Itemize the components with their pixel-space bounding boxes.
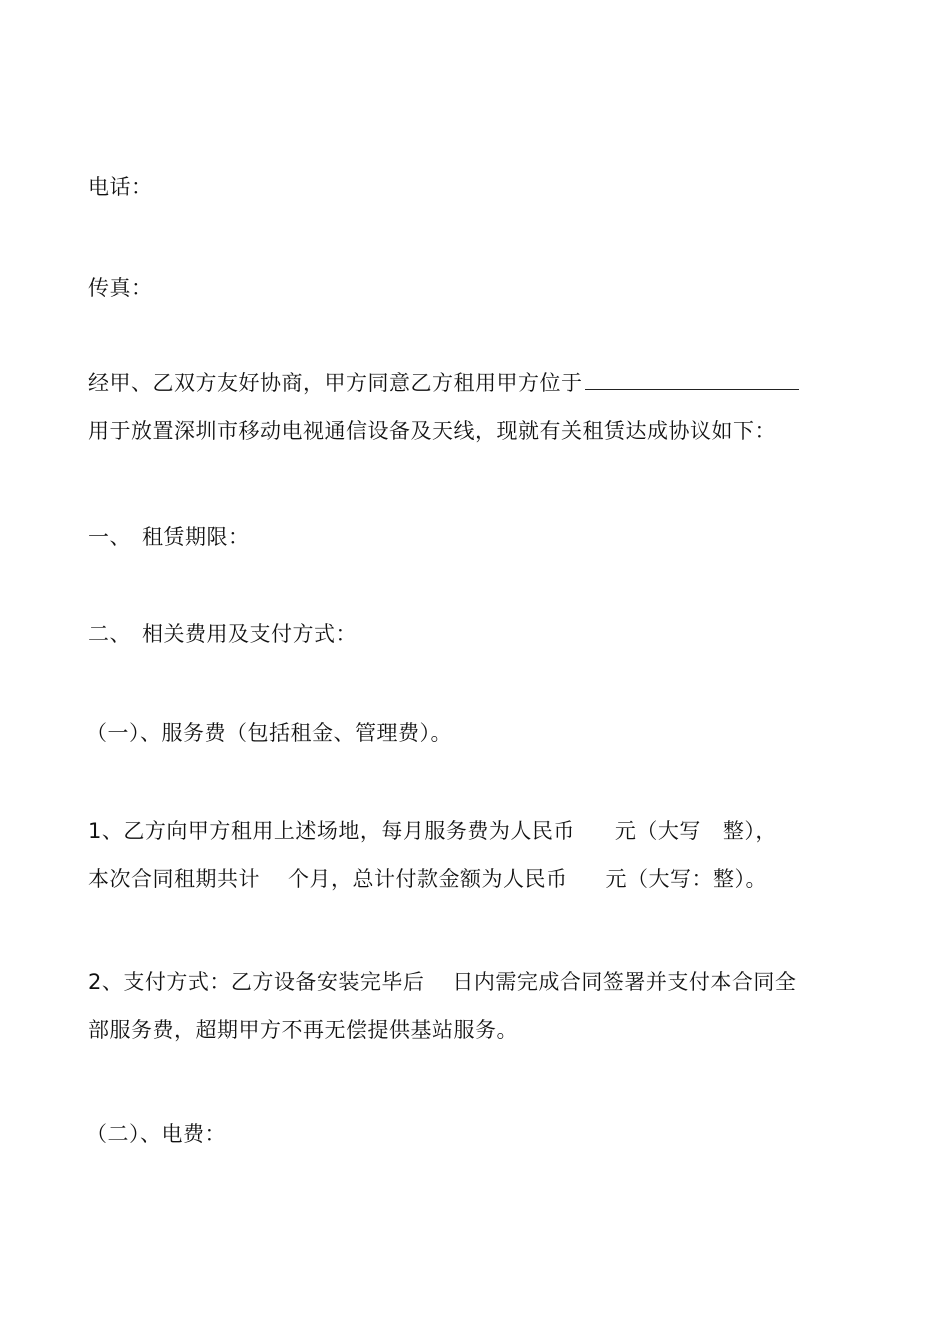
subsection-1-text: （一）、服务费（包括租金、管理费）。 xyxy=(86,721,452,745)
item-2-text-c: 部服务费，超期甲方不再无偿提供基站服务。 xyxy=(88,1018,518,1042)
item-2-paragraph xyxy=(88,958,868,1054)
item-1-text-d: 本次合同租期共计 xyxy=(88,867,260,891)
fax-line xyxy=(88,264,868,312)
item-1-text-f: 元（大写：整）。 xyxy=(605,867,767,891)
item-1-line-1 xyxy=(88,807,868,855)
item-2-line-2 xyxy=(88,1006,868,1054)
item-1-paragraph xyxy=(88,807,868,903)
item-2-text-a: 2、支付方式：乙方设备安装完毕后 xyxy=(88,970,425,994)
item-2-text-b: 日内需完成合同签署并支付本合同全 xyxy=(452,970,797,994)
intro-paragraph xyxy=(88,359,868,455)
phone-label: 电话： xyxy=(88,175,153,199)
item-1-text-c: 整）， xyxy=(722,819,777,843)
intro-line-2 xyxy=(88,407,868,455)
item-1-text-e: 个月，总计付款金额为人民币 xyxy=(288,867,568,891)
subsection-2-text: （二）、电费： xyxy=(86,1122,226,1146)
item-1-text-a: 1、乙方向甲方租用上述场地，每月服务费为人民币 xyxy=(88,819,575,843)
section-2-heading xyxy=(88,610,868,658)
item-2-line-1 xyxy=(88,958,868,1006)
section-1-heading xyxy=(88,513,868,561)
intro-text-1: 经甲、乙双方友好协商，甲方同意乙方租用甲方位于 xyxy=(88,371,583,395)
phone-line xyxy=(88,163,868,211)
fax-label: 传真： xyxy=(88,276,153,300)
subsection-1-heading xyxy=(86,709,866,757)
section-2-text: 二、 相关费用及支付方式： xyxy=(88,622,357,646)
section-1-text: 一、 租赁期限： xyxy=(88,525,250,549)
location-blank xyxy=(585,363,799,390)
intro-text-2: 用于放置深圳市移动电视通信设备及天线，现就有关租赁达成协议如下： xyxy=(88,419,776,443)
subsection-2-heading xyxy=(86,1110,866,1158)
item-1-text-b: 元（大写 xyxy=(614,819,701,843)
intro-line-1 xyxy=(88,359,868,407)
item-1-line-2 xyxy=(88,855,868,903)
